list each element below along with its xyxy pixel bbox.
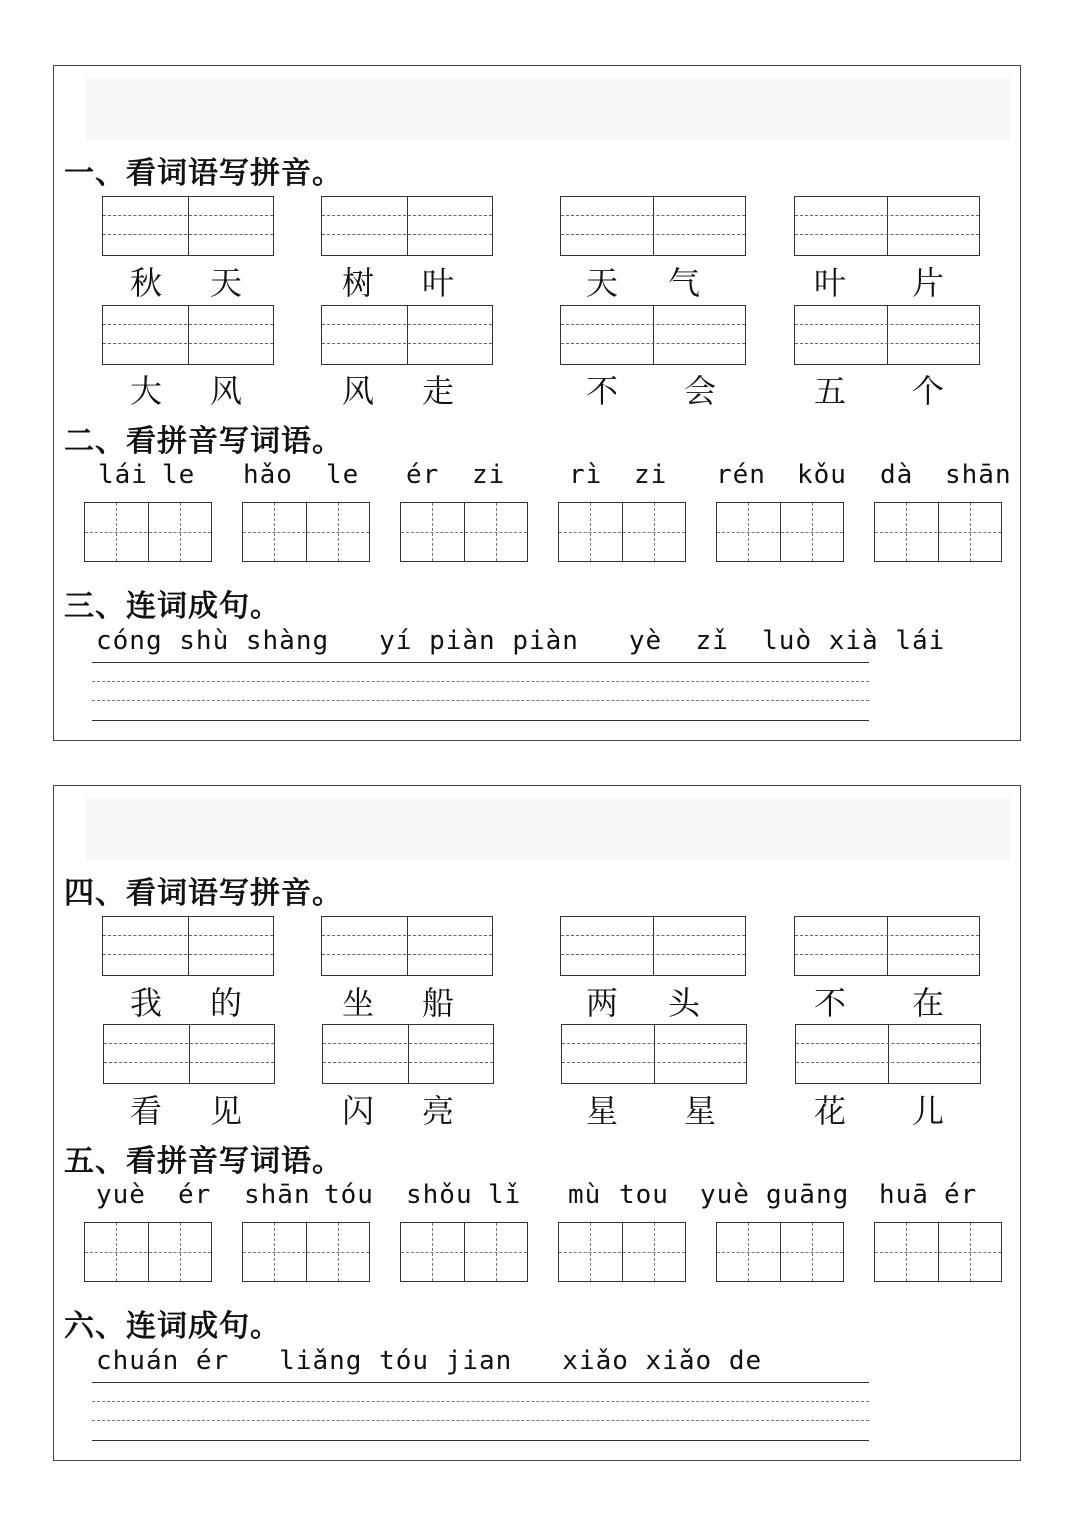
pinyin-syllable: ér <box>944 1180 978 1210</box>
section-title-1: 一、看词语写拼音。 <box>64 156 343 191</box>
word-char: 船 <box>422 984 455 1022</box>
pinyin-box[interactable] <box>322 1024 494 1084</box>
word-char: 花 <box>814 1092 847 1130</box>
writing-line[interactable] <box>92 662 869 663</box>
word-char: 儿 <box>912 1092 945 1130</box>
pinyin-syllable: rén <box>716 460 766 490</box>
pinyin-box[interactable] <box>103 1024 275 1084</box>
section-title-5: 五、看拼音写词语。 <box>64 1144 343 1179</box>
word-char: 坐 <box>342 984 375 1022</box>
scrambled-sentence: chuán ér liǎng tóu jian xiǎo xiǎo de <box>96 1346 763 1376</box>
character-grid-box[interactable] <box>558 502 686 562</box>
word-char: 树 <box>342 264 375 302</box>
pinyin-syllable: le <box>326 460 360 490</box>
pinyin-box[interactable] <box>321 916 493 976</box>
word-char: 在 <box>912 984 945 1022</box>
pinyin-box[interactable] <box>560 196 746 256</box>
pinyin-box[interactable] <box>560 916 746 976</box>
word-char: 不 <box>586 372 619 410</box>
pinyin-syllable: hǎo <box>243 460 293 490</box>
scrambled-sentence: cóng shù shàng yí piàn piàn yè zǐ luò xià lái <box>96 626 946 656</box>
word-char: 天 <box>586 264 619 302</box>
word-char: 走 <box>422 372 455 410</box>
pinyin-syllable: huā <box>879 1180 929 1210</box>
writing-line[interactable] <box>92 1440 869 1441</box>
pinyin-box[interactable] <box>321 196 493 256</box>
pinyin-syllable: kǒu <box>797 460 847 490</box>
character-grid-box[interactable] <box>242 1222 370 1282</box>
pinyin-syllable: lái <box>98 460 148 490</box>
word-char: 亮 <box>422 1092 455 1130</box>
pinyin-syllable: ér <box>178 1180 212 1210</box>
pinyin-box[interactable] <box>561 1024 747 1084</box>
pinyin-syllable: shǒu <box>406 1180 473 1210</box>
character-grid-box[interactable] <box>400 1222 528 1282</box>
word-char: 叶 <box>422 264 455 302</box>
section-title-6: 六、连词成句。 <box>64 1309 281 1344</box>
pinyin-box[interactable] <box>794 916 980 976</box>
word-char: 秋 <box>130 264 163 302</box>
character-grid-box[interactable] <box>400 502 528 562</box>
pinyin-box[interactable] <box>794 196 980 256</box>
pinyin-syllable: yuè <box>700 1180 750 1210</box>
header-shade <box>86 798 1010 860</box>
character-grid-box[interactable] <box>84 1222 212 1282</box>
pinyin-box[interactable] <box>102 196 274 256</box>
word-char: 不 <box>814 984 847 1022</box>
section-title-4: 四、看词语写拼音。 <box>64 876 343 911</box>
writing-line[interactable] <box>92 1401 869 1402</box>
worksheet-card-2 <box>53 785 1021 1461</box>
character-grid-box[interactable] <box>716 502 844 562</box>
pinyin-syllable: mù <box>568 1180 602 1210</box>
word-char: 天 <box>210 264 243 302</box>
word-char: 的 <box>210 984 243 1022</box>
writing-line[interactable] <box>92 1420 869 1421</box>
word-char: 星 <box>684 1092 717 1130</box>
pinyin-syllable: dà <box>880 460 914 490</box>
word-char: 大 <box>130 372 163 410</box>
word-char: 闪 <box>342 1092 375 1130</box>
header-shade <box>86 78 1010 140</box>
pinyin-syllable: rì <box>569 460 603 490</box>
pinyin-syllable: zi <box>472 460 506 490</box>
section-title-2: 二、看拼音写词语。 <box>64 424 343 459</box>
pinyin-syllable: le <box>162 460 196 490</box>
character-grid-box[interactable] <box>84 502 212 562</box>
pinyin-syllable: yuè <box>96 1180 146 1210</box>
word-char: 片 <box>912 264 945 302</box>
pinyin-syllable: zi <box>634 460 668 490</box>
word-char: 见 <box>210 1092 243 1130</box>
word-char: 我 <box>130 984 163 1022</box>
character-grid-box[interactable] <box>874 1222 1002 1282</box>
pinyin-syllable: shān <box>945 460 1012 490</box>
writing-line[interactable] <box>92 1382 869 1383</box>
pinyin-box[interactable] <box>102 916 274 976</box>
word-char: 五 <box>814 372 847 410</box>
pinyin-box[interactable] <box>321 305 493 365</box>
character-grid-box[interactable] <box>716 1222 844 1282</box>
word-char: 头 <box>668 984 701 1022</box>
pinyin-syllable: tóu <box>324 1180 374 1210</box>
word-char: 看 <box>130 1092 163 1130</box>
pinyin-syllable: ér <box>406 460 440 490</box>
word-char: 风 <box>342 372 375 410</box>
word-char: 会 <box>684 372 717 410</box>
pinyin-syllable: tou <box>619 1180 669 1210</box>
character-grid-box[interactable] <box>242 502 370 562</box>
worksheet-card-1 <box>53 65 1021 741</box>
pinyin-box[interactable] <box>794 305 980 365</box>
character-grid-box[interactable] <box>874 502 1002 562</box>
pinyin-box[interactable] <box>560 305 746 365</box>
pinyin-syllable: shān <box>244 1180 311 1210</box>
word-char: 叶 <box>814 264 847 302</box>
word-char: 个 <box>912 372 945 410</box>
writing-line[interactable] <box>92 700 869 701</box>
section-title-3: 三、连词成句。 <box>64 589 281 624</box>
writing-line[interactable] <box>92 720 869 721</box>
pinyin-syllable: guāng <box>766 1180 850 1210</box>
pinyin-box[interactable] <box>795 1024 981 1084</box>
pinyin-syllable: lǐ <box>488 1180 522 1210</box>
word-char: 气 <box>668 264 701 302</box>
word-char: 风 <box>210 372 243 410</box>
word-char: 星 <box>586 1092 619 1130</box>
word-char: 两 <box>586 984 619 1022</box>
pinyin-box[interactable] <box>102 305 274 365</box>
writing-line[interactable] <box>92 681 869 682</box>
character-grid-box[interactable] <box>558 1222 686 1282</box>
